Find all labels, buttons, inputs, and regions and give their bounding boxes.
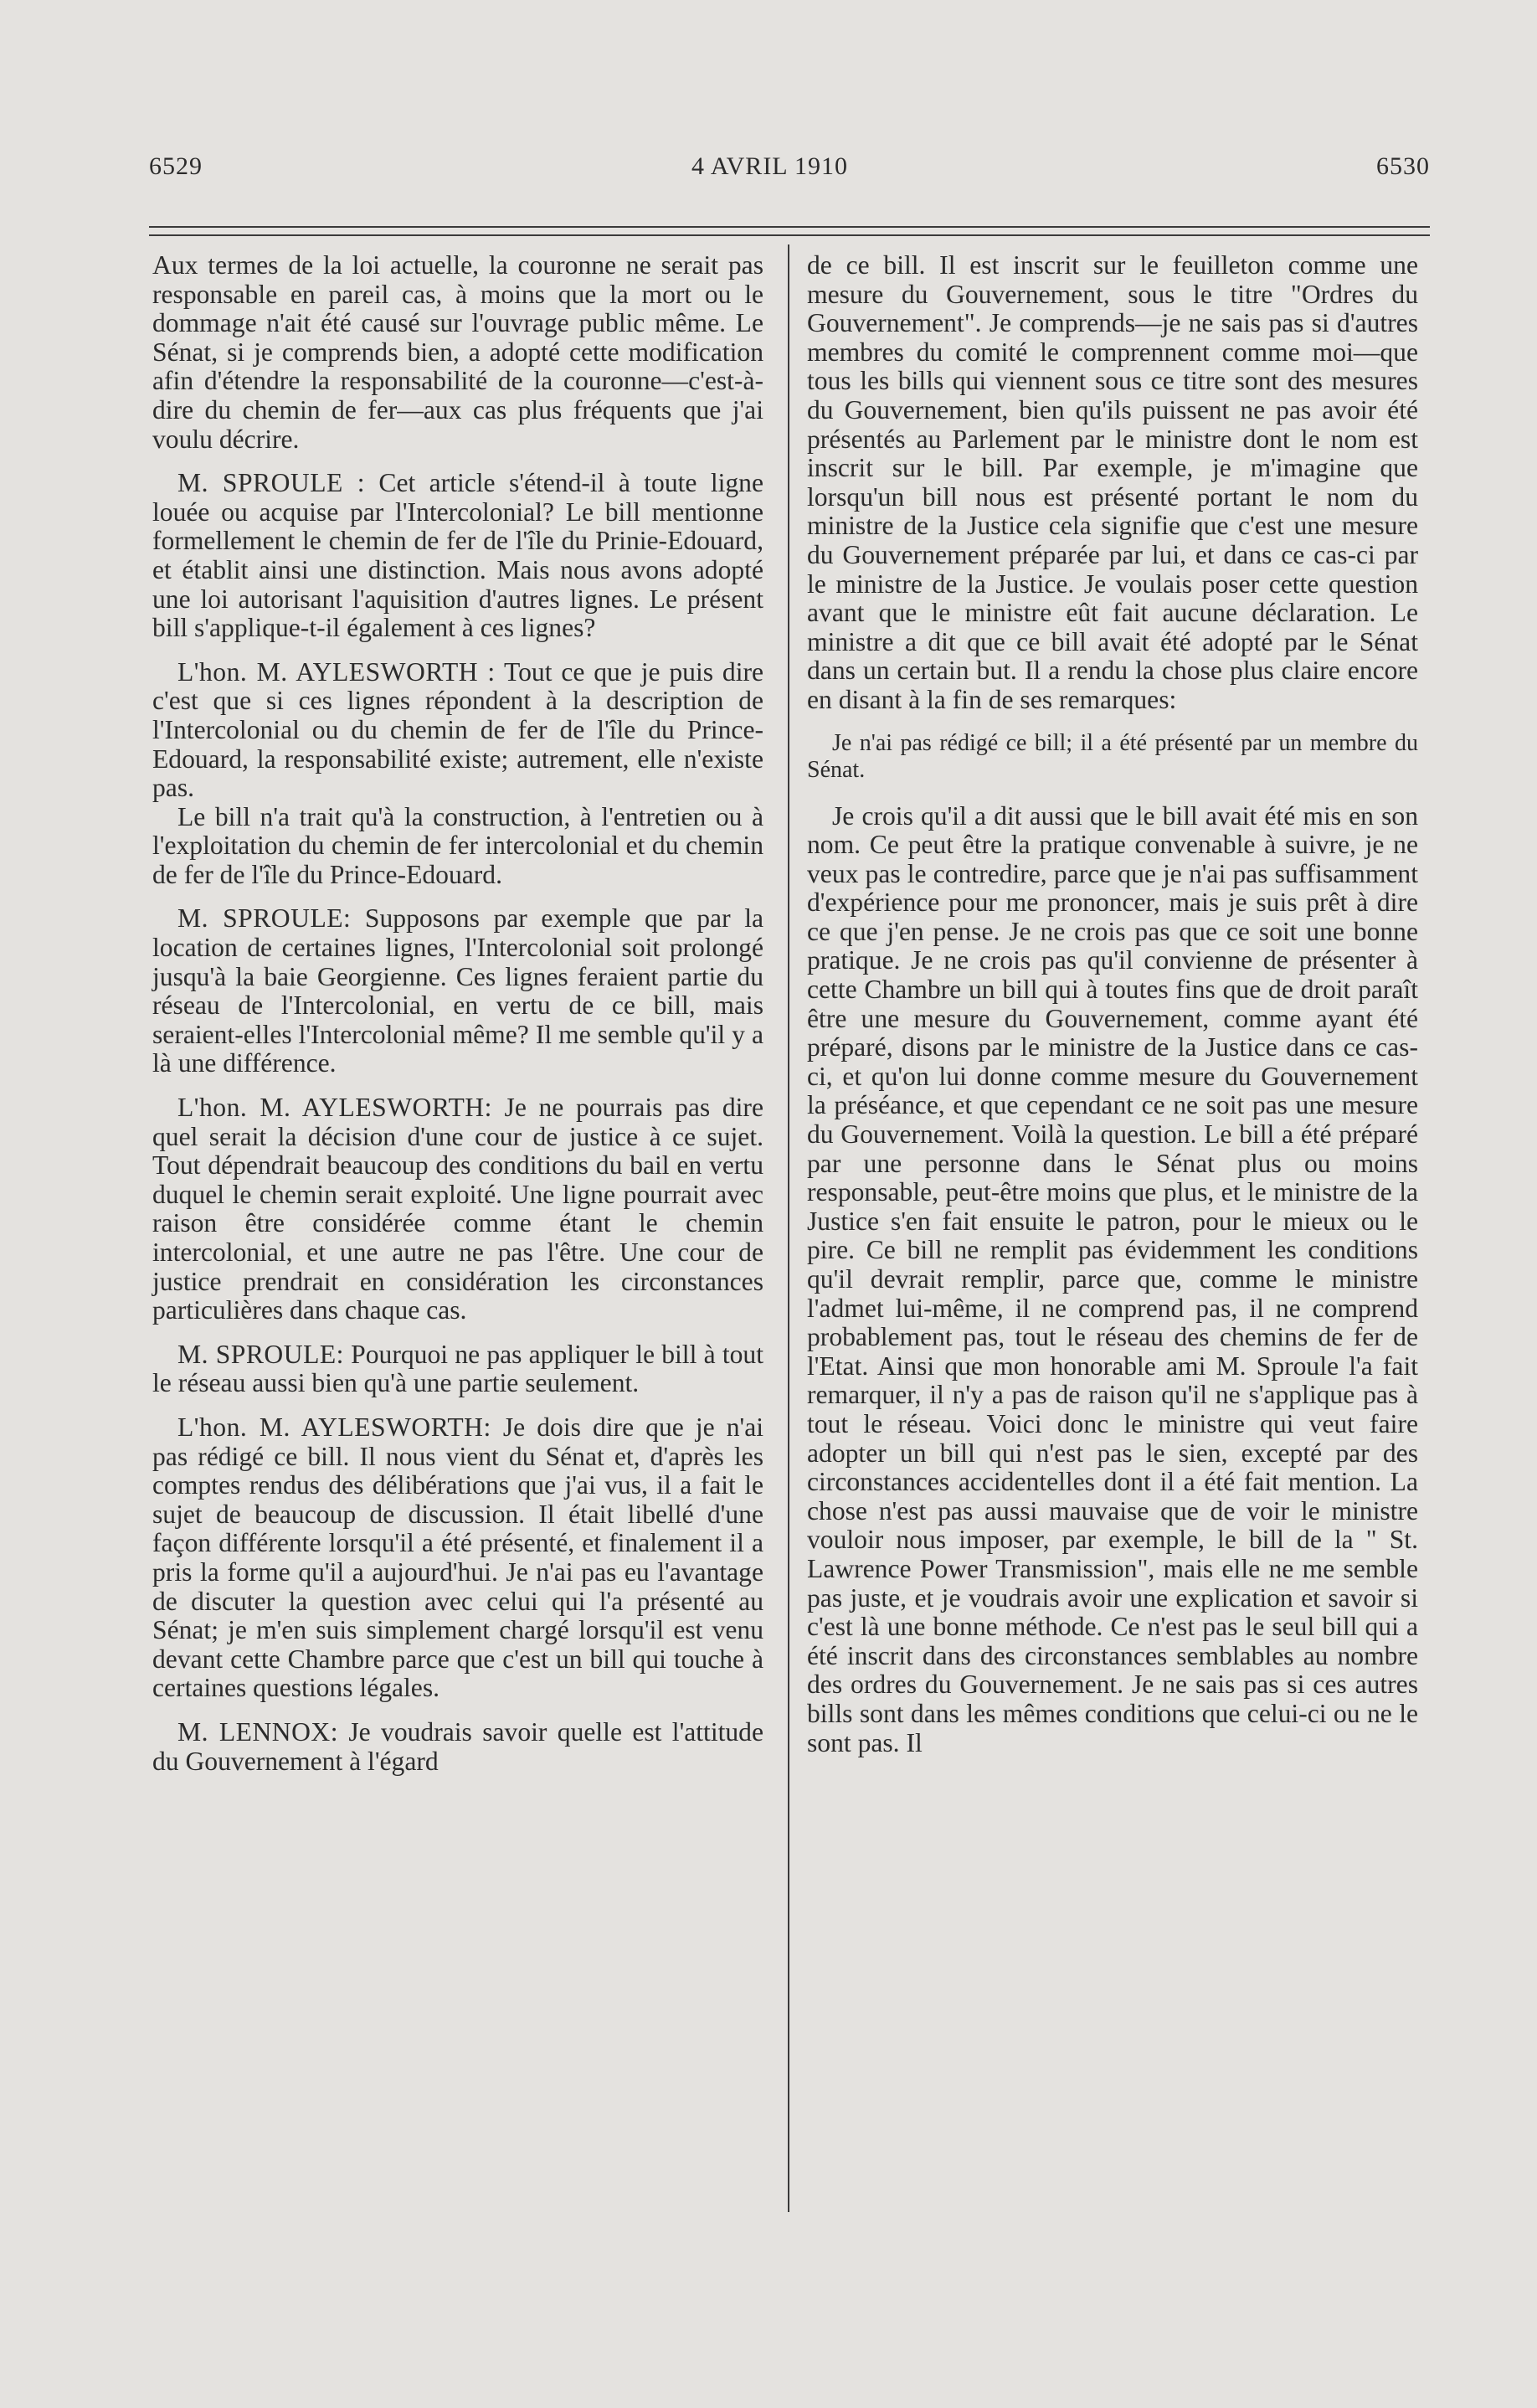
page-number-right: 6530 <box>1376 152 1430 180</box>
speech-text: Cet article s'étend-il à toute ligne louée ou acquise par l'Intercolonial? Le bill mentionne formellement le chemin de fer de l'île du Prinie-Edouard, et établit ainsi une distinction. Mais nous avons adopté une loi autorisant l'aquisition d'autres lignes. Le présent bill s'applique-t-il également à ces lignes? <box>152 468 763 643</box>
speech-lennox-1 <box>152 1718 763 1776</box>
speaker-name: L'hon. M. AYLESWORTH: <box>177 1093 492 1123</box>
speaker-name: M. SPROULE : <box>177 468 365 498</box>
speech-aylesworth-1 <box>152 658 763 803</box>
speech-aylesworth-3 <box>152 1413 763 1703</box>
speech-text: Tout ce que je puis dire c'est que si ces lignes répondent à la description de l'Intercolonial ou du chemin de fer de l'île du Prince-Edouard, la responsabilité existe; autrement, elle n'existe pas. <box>152 656 764 803</box>
page-number-left: 6529 <box>149 152 203 180</box>
speech-sproule-3 <box>152 1340 763 1398</box>
header-rule-bottom <box>149 234 1430 236</box>
speech-aylesworth-2 <box>152 1093 763 1325</box>
left-column <box>152 251 763 1791</box>
paragraph: Je crois qu'il a dit aussi que le bill avait été mis en son nom. Ce peut être la pratique convenable à suivre, je ne veux pas le contredire, parce que je n'ai pas suffisamment d'expérience pour me prononcer, mais je suis prêt à dire ce que j'en pense. Je ne crois pas que ce soit une bonne pratique. Je ne crois pas qu'il convienne de présenter à cette Chambre un bill qui à toutes fins que de droit paraît être une mesure du Gouvernement, comme ayant été préparé, disons par le ministre de la Justice dans ce cas-ci, et qu'on lui donne comme mesure du Gouvernement la préséance, et que cependant ce ne soit pas une mesure du Gouvernement. Voilà la question. Le bill a été préparé par une personne dans le Sénat plus ou moins responsable, peut-être moins que plus, et le ministre de la Justice s'en fait ensuite le patron, pour le mieux ou le pire. Ce bill ne remplit pas évidemment les conditions qu'il devrait remplir, parce que, comme le ministre l'admet lui-même, il ne comprend pas, il ne comprend probablement pas, tout le réseau des chemins de fer de l'Etat. Ainsi que mon honorable ami M. Sproule l'a fait remarquer, il n'y a pas de raison qu'il ne s'applique pas à tout le réseau. Voici donc le ministre qui veut faire adopter un bill qui n'est pas le sien, excepté par des circonstances accidentelles dont il a été fait mention. La chose n'est pas aussi mauvaise que de voir le ministre vouloir nous imposer, par exemple, le bill de la " St. Lawrence Power Transmission", mais elle ne me semble pas juste, et je voudrais avoir une explication et savoir si c'est là une bonne méthode. Ce n'est pas le seul bill qui a été inscrit dans des circonstances semblables au nombre des ordres du Gouvernement. Je ne sais pas si ces autres bills sont dans les mêmes conditions que celui-ci ou ne le sont pas. Il <box>807 800 1418 1757</box>
paragraph: de ce bill. Il est inscrit sur le feuilleton comme une mesure du Gouvernement, sous le titre "Ordres du Gouvernement". Je comprends—je ne sais pas si d'autres membres du comité le comprennent comme moi—que tous les bills qui viennent sous ce titre sont des mesures du Gouvernement, bien qu'ils puissent ne pas avoir été présentés au Parlement par le ministre dont le nom est inscrit sur le bill. Par exemple, je m'imagine que lorsqu'un bill nous est présenté portant le nom du ministre de la Justice cela signifie que c'est une mesure du Gouvernement préparée par lui, et dans ce cas-ci par le ministre de la Justice. Je voulais poser cette question avant que le ministre eût fait aucune déclaration. Le ministre a dit que ce bill avait été adopté par le Sénat dans un certain but. Il a rendu la chose plus claire encore en disant à la fin de ses remarques: <box>807 250 1418 714</box>
column-divider <box>788 244 789 2212</box>
page-header <box>149 152 1430 194</box>
page-date: 4 AVRIL 1910 <box>691 152 849 180</box>
speaker-name: L'hon. M. AYLESWORTH : <box>177 656 496 687</box>
speaker-name: M. SPROULE: <box>177 903 352 934</box>
speech-text: Je dois dire que je n'ai pas rédigé ce bill. Il nous vient du Sénat et, d'après les comptes rendus des délibérations que j'ai vus, il a fait le sujet de beaucoup de discussion. Il était libellé d'une façon différente lorsqu'il a été présenté, et finalement il a pris la forme qu'il a aujourd'hui. Je n'ai pas eu l'avantage de discuter la question avec celui qui l'a présenté au Sénat; je m'en suis simplement chargé lorsqu'il est venu devant cette Chambre parce que c'est un bill qui touche à certaines questions légales. <box>152 1412 764 1703</box>
speech-text: Je voudrais savoir quelle est l'attitude du Gouvernement à l'égard <box>152 1716 764 1776</box>
speech-text: Je ne pourrais pas dire quel serait la décision d'une cour de justice à ce sujet. Tout dépendrait beaucoup des conditions du bail en vertu duquel le chemin serait exploité. Une ligne pourrait avec raison être considérée comme étant le chemin intercolonial, et une autre ne pas l'être. Une cour de justice prendrait en considération les circonstances particulières dans chaque cas. <box>152 1093 763 1325</box>
speaker-name: M. LENNOX: <box>177 1716 338 1747</box>
speech-text: Pourquoi ne pas appliquer le bill à tout le réseau aussi bien qu'à une partie seulement. <box>152 1339 763 1398</box>
speaker-name: L'hon. M. AYLESWORTH: <box>177 1412 491 1442</box>
block-quote: Je n'ai pas rédigé ce bill; il a été présenté par un membre du Sénat. <box>807 729 1418 783</box>
speech-sproule-2 <box>152 904 763 1078</box>
speech-text: Supposons par exemple que par la location de certaines lignes, l'Intercolonial soit prolongé jusqu'à la baie Georgienne. Ces lignes feraient partie du réseau de l'Intercolonial, en vertu de ce bill, mais seraient-elles l'Intercolonial même? Il me semble qu'il y a là une différence. <box>152 903 763 1078</box>
speaker-name: M. SPROULE: <box>177 1339 344 1369</box>
header-rule-top <box>149 226 1430 228</box>
paragraph: Le bill n'a trait qu'à la construction, à l'entretien ou à l'exploitation du chemin de fer intercolonial et du chemin de fer de l'île du Prince-Edouard. <box>152 801 763 889</box>
paragraph: Aux termes de la loi actuelle, la couronne ne serait pas responsable en pareil cas, à moins que la mort ou le dommage n'ait été causé sur l'ouvrage public même. Le Sénat, si je comprends bien, a adopté cette modification afin d'étendre la responsabilité de la couronne—c'est-à-dire du chemin de fer—aux cas plus fréquents que j'ai voulu décrire. <box>152 250 763 454</box>
right-column <box>807 251 1418 1773</box>
speech-sproule-1 <box>152 469 763 643</box>
